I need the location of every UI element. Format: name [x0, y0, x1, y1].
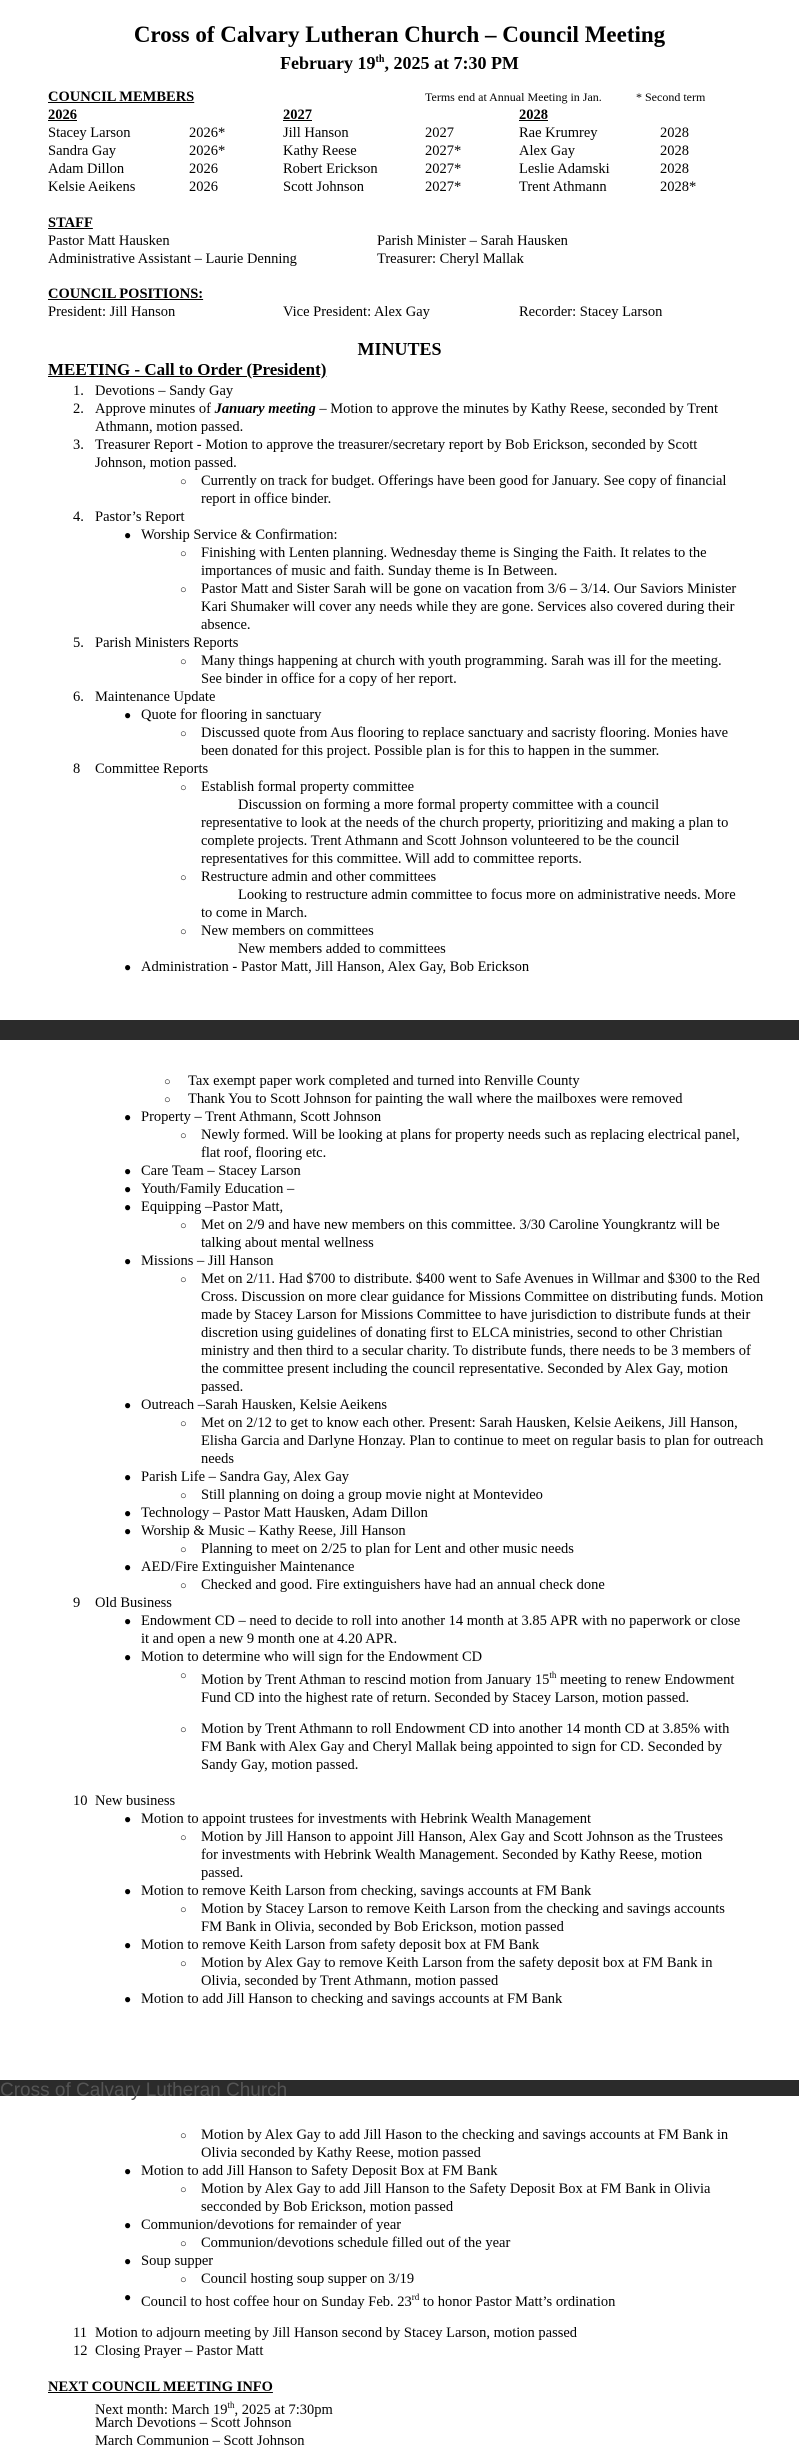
- restructure-discussion: Looking to restructure admin committee to focus more on administrative needs. More to come in March.: [201, 887, 736, 921]
- next-meeting-date: Next month: March 19th, 2025 at 7:30pm: [95, 2400, 333, 2418]
- circle-bullet-icon: ○: [180, 1724, 187, 1736]
- pastor-report-item: Pastor’s Report: [95, 509, 185, 525]
- committee-reports-item: Committee Reports: [95, 761, 209, 777]
- trustees-motion-detail: Motion by Jill Hanson to appoint Jill Hanson, Alex Gay and Scott Johnson as the Trustees for investments with Hebrink Wealth Management. Seconded by Kathy Reese, motion passed.: [201, 1829, 723, 1881]
- communion-devotions-note: Communion/devotions schedule filled out of the year: [201, 2235, 511, 2251]
- next-meeting-heading: NEXT COUNCIL MEETING INFO: [48, 2379, 273, 2395]
- circle-bullet-icon: ○: [180, 1220, 187, 1232]
- bullet-icon: ●: [124, 2218, 132, 2232]
- call-to-order-heading: MEETING - Call to Order (President): [48, 360, 327, 379]
- parish-life-note: Still planning on doing a group movie night at Montevideo: [201, 1487, 543, 1503]
- item-number: 6.: [73, 689, 84, 705]
- treasurer-report-item: Treasurer Report - Motion to approve the treasurer/secretary report by Bob Erickson, seconded by Scott Johnson, motion passed.: [95, 437, 698, 471]
- meeting-date: February 19th, 2025 at 7:30 PM: [280, 53, 519, 73]
- bullet-icon: ●: [124, 1938, 132, 1952]
- aed-maintenance: AED/Fire Extinguisher Maintenance: [141, 1559, 355, 1575]
- approve-minutes-item: Approve minutes of January meeting – Motion to approve the minutes by Kathy Reese, seconded by Trent Athmann, motion passed.: [95, 401, 719, 435]
- bullet-icon: ●: [124, 1992, 132, 2006]
- flooring-quote: Quote for flooring in sanctuary: [141, 707, 322, 723]
- property-committee-topic: Establish formal property committee: [201, 779, 415, 795]
- endowment-cd-note: Endowment CD – need to decide to roll into another 14 month at 3.85 APR with no paperwork or close it and open a new 9 month one at 4.20 APR.: [141, 1613, 741, 1647]
- circle-bullet-icon: ○: [180, 1580, 187, 1592]
- remove-checking-motion: Motion to remove Keith Larson from checking, savings accounts at FM Bank: [141, 1883, 592, 1899]
- circle-bullet-icon: ○: [180, 782, 187, 794]
- terms-note: Terms end at Annual Meeting in Jan.: [425, 90, 602, 104]
- minutes-heading: MINUTES: [357, 339, 442, 359]
- equipping-note: Met on 2/9 and have new members on this committee. 3/30 Caroline Youngkrantz will be talking about mental wellness: [201, 1217, 720, 1251]
- bullet-icon: ●: [124, 1470, 132, 1484]
- parish-ministers-report-item: Parish Ministers Reports: [95, 635, 239, 651]
- circle-bullet-icon: ○: [180, 872, 187, 884]
- item-number: 11: [73, 2325, 87, 2341]
- endowment-signer-motion: Motion to determine who will sign for the Endowment CD: [141, 1649, 483, 1665]
- property-committee: Property – Trent Athmann, Scott Johnson: [141, 1109, 382, 1125]
- bullet-icon: ●: [124, 1182, 132, 1196]
- year-2027-header: 2027: [283, 107, 312, 123]
- remove-deposit-detail: Motion by Alex Gay to remove Keith Larson from the safety deposit box at FM Bank in Olivia, seconded by Trent Athmann, motion passed: [201, 1955, 713, 1989]
- staff-parish-minister: Parish Minister – Sarah Hausken: [377, 233, 568, 249]
- item-number: 8: [73, 761, 81, 777]
- item-number: 9: [73, 1595, 81, 1611]
- thank-you-note: Thank You to Scott Johnson for painting the wall where the mailboxes were removed: [188, 1091, 683, 1107]
- care-team: Care Team – Stacey Larson: [141, 1163, 301, 1179]
- bullet-icon: ●: [124, 1254, 132, 1268]
- circle-bullet-icon: ○: [180, 1958, 187, 1970]
- bullet-icon: ●: [124, 960, 132, 974]
- page-title: Cross of Calvary Lutheran Church – Council Meeting: [133, 22, 666, 47]
- administration-committee: Administration - Pastor Matt, Jill Hanson, Alex Gay, Bob Erickson: [141, 959, 530, 975]
- staff-heading: STAFF: [48, 215, 93, 231]
- march-devotions: March Devotions – Scott Johnson: [95, 2415, 292, 2431]
- staff-pastor: Pastor Matt Hausken: [48, 233, 170, 249]
- item-number: 3.: [73, 437, 84, 453]
- circle-bullet-icon: ○: [180, 584, 187, 596]
- maintenance-update-item: Maintenance Update: [95, 689, 216, 705]
- add-jill-deposit-detail: Motion by Alex Gay to add Jill Hanson to the Safety Deposit Box at FM Bank in Olivia secconded by Bob Erickson, motion passed: [201, 2181, 711, 2215]
- page-1: Cross of Calvary Lutheran Church – Council Meeting February 19th, 2025 at 7:30 PM COUNCIL MEMBERS Terms end at Annual Meeting in Jan. * Second term 2026 2027 2028 Stacey Larson 2026* Jill Hanson 2027 Rae Krumrey 2028 Sandra Gay 2026* Kathy Reese 2027* Alex Gay 2028 Adam Dillon 2026 Robert Erickson 2027* Leslie Adamski 2028 Kelsie Aeikens 2026 Scott Johnson 2027* Trent Athmann 2028* STAFF Pastor Matt Hausken Parish Minister – Sarah Hausken Administrative Assistant – Laurie Denning Treasurer: Cheryl Mallak COUNCIL POSITIONS: President: Jill Hanson Vice President: Alex Gay Recorder: Stacey Larson MINUTES MEETING - Call to Order (President) 1. Devotions – Sandy Gay 2. Approve minutes of January meeting – Motion to approve the minutes by Kathy Reese, seconded by Trent Athmann, motion passed. 3. Treasurer Report - Motion to approve the treasurer/secretary report by Bob Erickson, seconded by Scott Johnson, motion passed. ○ Currently on track for budget. Offerings have been good for January. See copy of financial report in office binder. 4. Pastor’s Report ● Worship Service & Confirmation: ○ Finishing with Lenten planning. Wednesday theme is Singing the Faith. It relates to the importances of music and faith. Sunday theme is In Between. ○ Pastor Matt and Sister Sarah will be gone on vacation from 3/6 – 3/14. Our Saviors Minister Kari Shumaker will cover any needs while they are gone. Services also covered during their absence. 5. Parish Ministers Reports ○ Many things happening at church with youth programming. Sarah was ill for the meeting. See binder in office for a copy of her report. 6. Maintenance Update ● Quote for flooring in sanctuary ○ Discussed quote from Aus flooring to replace sanctuary and sacristy flooring. Monies have been donated for this project. Possible plan is for this to happen in the summer. 8 Committee Reports ○ Establish formal property committee Discussion on forming a more formal property committee with a council representative to look at the needs of the church property, prioritizing and making a plan to complete projects. Trent Athmann and Scott Johnson volunteered to be the council representatives for this committee. Will add to committee reports. ○ Restructure admin and other committees Looking to restructure admin committee to focus more on administrative needs. More to come in March. ○ New members on committees New members added to committees ● Administration - Pastor Matt, Jill Hanson, Alex Gay, Bob Erickson: [0, 0, 799, 1020]
- communion-devotions: Communion/devotions for remainder of year: [141, 2217, 402, 2233]
- tax-exempt-note: Tax exempt paper work completed and turned into Renville County: [188, 1073, 580, 1089]
- bullet-icon: ●: [124, 708, 132, 722]
- circle-bullet-icon: ○: [180, 728, 187, 740]
- bullet-icon: ●: [124, 1560, 132, 1574]
- bullet-icon: ●: [124, 1650, 132, 1664]
- circle-bullet-icon: ○: [180, 2274, 187, 2286]
- trustees-motion: Motion to appoint trustees for investments with Hebrink Wealth Management: [141, 1811, 591, 1827]
- new-members-topic: New members on committees: [201, 923, 374, 939]
- bullet-icon: ●: [124, 1398, 132, 1412]
- council-positions-heading: COUNCIL POSITIONS:: [48, 286, 204, 302]
- second-term-note: * Second term: [636, 90, 706, 104]
- parish-life-committee: Parish Life – Sandra Gay, Alex Gay: [141, 1469, 350, 1485]
- bullet-icon: ●: [124, 1812, 132, 1826]
- treasurer-report-detail: Currently on track for budget. Offerings have been good for January. See copy of financial report in office binder.: [201, 473, 727, 507]
- youth-family-education: Youth/Family Education –: [141, 1181, 295, 1197]
- page-watermark: Cross of Calvary Lutheran Church: [0, 2080, 288, 2101]
- lenten-planning-note: Finishing with Lenten planning. Wednesday theme is Singing the Faith. It relates to the importances of music and faith. Sunday theme is In Between.: [201, 545, 707, 579]
- circle-bullet-icon: ○: [180, 2238, 187, 2250]
- bullet-icon: ●: [124, 1110, 132, 1124]
- staff-admin: Administrative Assistant – Laurie Denning: [48, 251, 297, 267]
- circle-bullet-icon: ○: [180, 656, 187, 668]
- vacation-note: Pastor Matt and Sister Sarah will be gone on vacation from 3/6 – 3/14. Our Saviors Minister Kari Shumaker will cover any needs while they are gone. Services also covered during their absence.: [201, 581, 737, 633]
- circle-bullet-icon: ○: [180, 2184, 187, 2196]
- circle-bullet-icon: ○: [180, 2130, 187, 2142]
- technology-committee: Technology – Pastor Matt Hausken, Adam Dillon: [141, 1505, 428, 1521]
- old-business-item: Old Business: [95, 1595, 172, 1611]
- bullet-icon: ●: [124, 1524, 132, 1538]
- bullet-icon: ●: [124, 1164, 132, 1178]
- remove-checking-detail: Motion by Stacey Larson to remove Keith Larson from the checking and savings accounts FM Bank in Olivia, seconded by Bob Erickson, motion passed: [201, 1901, 725, 1935]
- bullet-icon: ●: [124, 1614, 132, 1628]
- add-jill-checking-motion: Motion to add Jill Hanson to checking and savings accounts at FM Bank: [141, 1991, 563, 2007]
- closing-prayer: Closing Prayer – Pastor Matt: [95, 2343, 264, 2359]
- page-2: ○ Tax exempt paper work completed and turned into Renville County ○ Thank You to Scott Johnson for painting the wall where the mailboxes were removed ● Property – Trent Athmann, Scott Johnson ○ Newly formed. Will be looking at plans for property needs such as replacing electrical panel, flat roof, flooring etc. ● Care Team – Stacey Larson ● Youth/Family Education – ● Equipping –Pastor Matt, ○ Met on 2/9 and have new members on this committee. 3/30 Caroline Youngkrantz will be talking about mental wellness ● Missions – Jill Hanson ○ Met on 2/11. Had $700 to distribute. $400 went to Safe Avenues in Willmar and $300 to the Red Cross. Discussion on more clear guidance for Missions Committee on distributing funds. Motion made by Stacey Larson for Missions Committee to have jurisdiction to distribute funds at their discretion using guidelines of donating first to ELCA ministries, second to other Christian ministry and then third to a secular charity. To distribute funds, there needs to be 3 members of the committee present including the council representative. Seconded by Alex Gay, motion passed. ● Outreach –Sarah Hausken, Kelsie Aeikens ○ Met on 2/12 to get to know each other. Present: Sarah Hausken, Kelsie Aeikens, Jill Hanson, Elisha Garcia and Darlyne Honzay. Plan to continue to meet on regular basis to plan for outreach needs ● Parish Life – Sandra Gay, Alex Gay ○ Still planning on doing a group movie night at Montevideo ● Technology – Pastor Matt Hausken, Adam Dillon ● Worship & Music – Kathy Reese, Jill Hanson ○ Planning to meet on 2/25 to plan for Lent and other music needs ● AED/Fire Extinguisher Maintenance ○ Checked and good. Fire extinguishers have had an annual check done 9 Old Business ● Endowment CD – need to decide to roll into another 14 month at 3.85 APR with no paperwork or close it and open a new 9 month one at 4.20 APR. ● Motion to determine who will sign for the Endowment CD ○ Motion by Trent Athman to rescind motion from January 15th meeting to renew Endowment Fund CD into the highest rate of return. Seconded by Stacey Larson, motion passed. ○ Motion by Trent Athmann to roll Endowment CD into another 14 month CD at 3.85% with FM Bank with Alex Gay and Cheryl Mallak being appointed to sign for CD. Seconded by Sandy Gay, motion passed. 10 New business ● Motion to appoint trustees for investments with Hebrink Wealth Management ○ Motion by Jill Hanson to appoint Jill Hanson, Alex Gay and Scott Johnson as the Trustees for investments with Hebrink Wealth Management. Seconded by Kathy Reese, motion passed. ● Motion to remove Keith Larson from checking, savings accounts at FM Bank ○ Motion by Stacey Larson to remove Keith Larson from the checking and savings accounts FM Bank in Olivia, seconded by Bob Erickson, motion passed ● Motion to remove Keith Larson from safety deposit box at FM Bank ○ Motion by Alex Gay to remove Keith Larson from the safety deposit box at FM Bank in Olivia, seconded by Trent Athmann, motion passed ● Motion to add Jill Hanson to checking and savings accounts at FM Bank: [0, 1040, 799, 2080]
- item-number: 12: [73, 2343, 88, 2359]
- aed-maintenance-note: Checked and good. Fire extinguishers have had an annual check done: [201, 1577, 605, 1593]
- circle-bullet-icon: ○: [180, 1418, 187, 1430]
- property-committee-note: Newly formed. Will be looking at plans for property needs such as replacing electrical panel, flat roof, flooring etc.: [201, 1127, 740, 1161]
- outreach-committee: Outreach –Sarah Hausken, Kelsie Aeikens: [141, 1397, 388, 1413]
- worship-confirmation: Worship Service & Confirmation:: [141, 527, 338, 543]
- circle-bullet-icon: ○: [164, 1094, 171, 1106]
- circle-bullet-icon: ○: [180, 476, 187, 488]
- item-number: 2.: [73, 401, 84, 417]
- add-jill-checking-detail: Motion by Alex Gay to add Jill Hason to the checking and savings accounts at FM Bank in Olivia seconded by Kathy Reese, motion passed: [201, 2127, 729, 2161]
- bullet-icon: ●: [124, 1884, 132, 1898]
- new-business-item: New business: [95, 1793, 176, 1809]
- item-number: 5.: [73, 635, 84, 651]
- devotions-item: Devotions – Sandy Gay: [95, 383, 234, 399]
- add-jill-deposit-motion: Motion to add Jill Hanson to Safety Deposit Box at FM Bank: [141, 2163, 498, 2179]
- council-members-heading: COUNCIL MEMBERS: [48, 89, 195, 105]
- bullet-icon: ●: [124, 2254, 132, 2268]
- item-number: 4.: [73, 509, 84, 525]
- page-separator: [0, 1020, 799, 1040]
- circle-bullet-icon: ○: [180, 1904, 187, 1916]
- circle-bullet-icon: ○: [180, 548, 187, 560]
- youth-programming-note: Many things happening at church with youth programming. Sarah was ill for the meeting. See binder in office for a copy of her report.: [201, 653, 722, 687]
- soup-supper-note: Council hosting soup supper on 3/19: [201, 2271, 415, 2287]
- year-2026-header: 2026: [48, 107, 77, 123]
- equipping-committee: Equipping –Pastor Matt,: [141, 1199, 284, 1215]
- circle-bullet-icon: ○: [180, 926, 187, 938]
- restructure-topic: Restructure admin and other committees: [201, 869, 437, 885]
- new-members-detail: New members added to committees: [238, 941, 446, 957]
- staff-treasurer: Treasurer: Cheryl Mallak: [377, 251, 524, 267]
- bullet-icon: ●: [124, 2290, 132, 2304]
- bullet-icon: ●: [124, 1506, 132, 1520]
- bullet-icon: ●: [124, 2164, 132, 2178]
- property-committee-discussion: Discussion on forming a more formal property committee with a council representative to look at the needs of the church property, prioritizing and making a plan to complete projects. Trent Athmann and Scott Johnson volunteered to be the council representatives for this committee. Will add to committee reports.: [201, 797, 729, 867]
- item-number: 10: [73, 1793, 88, 1809]
- circle-bullet-icon: ○: [180, 1130, 187, 1142]
- soup-supper: Soup supper: [141, 2253, 214, 2269]
- circle-bullet-icon: ○: [180, 1832, 187, 1844]
- circle-bullet-icon: ○: [180, 1490, 187, 1502]
- flooring-quote-detail: Discussed quote from Aus flooring to replace sanctuary and sacristy flooring. Monies have been donated for this project. Possible plan is for this to happen in the summer.: [201, 725, 729, 759]
- rescind-motion: Motion by Trent Athman to rescind motion from January 15th meeting to renew Endowment Fund CD into the highest rate of return. Seconded by Stacey Larson, motion passed.: [201, 1670, 735, 1706]
- recorder: Recorder: Stacey Larson: [519, 304, 663, 320]
- circle-bullet-icon: ○: [180, 1544, 187, 1556]
- circle-bullet-icon: ○: [180, 1274, 187, 1286]
- worship-music-committee: Worship & Music – Kathy Reese, Jill Hanson: [141, 1523, 406, 1539]
- adjourn-motion: Motion to adjourn meeting by Jill Hanson second by Stacey Larson, motion passed: [95, 2325, 578, 2341]
- march-communion: March Communion – Scott Johnson: [95, 2433, 305, 2449]
- vice-president: Vice President: Alex Gay: [283, 304, 430, 320]
- page-3: [0, 2080, 799, 2461]
- circle-bullet-icon: ○: [164, 1076, 171, 1088]
- coffee-hour: Council to host coffee hour on Sunday Feb. 23rd to honor Pastor Matt’s ordination: [141, 2292, 616, 2310]
- bullet-icon: ●: [124, 1200, 132, 1214]
- bullet-icon: ●: [124, 528, 132, 542]
- roll-cd-motion: Motion by Trent Athmann to roll Endowment CD into another 14 month CD at 3.85% with FM Bank with Alex Gay and Cheryl Mallak being appointed to sign for CD. Seconded by Sandy Gay, motion passed.: [201, 1721, 730, 1773]
- year-2028-header: 2028: [519, 107, 548, 123]
- circle-bullet-icon: ○: [180, 1670, 187, 1682]
- item-number: 1.: [73, 383, 84, 399]
- president: President: Jill Hanson: [48, 304, 176, 320]
- missions-committee: Missions – Jill Hanson: [141, 1253, 274, 1269]
- worship-music-note: Planning to meet on 2/25 to plan for Lent and other music needs: [201, 1541, 574, 1557]
- remove-deposit-motion: Motion to remove Keith Larson from safety deposit box at FM Bank: [141, 1937, 540, 1953]
